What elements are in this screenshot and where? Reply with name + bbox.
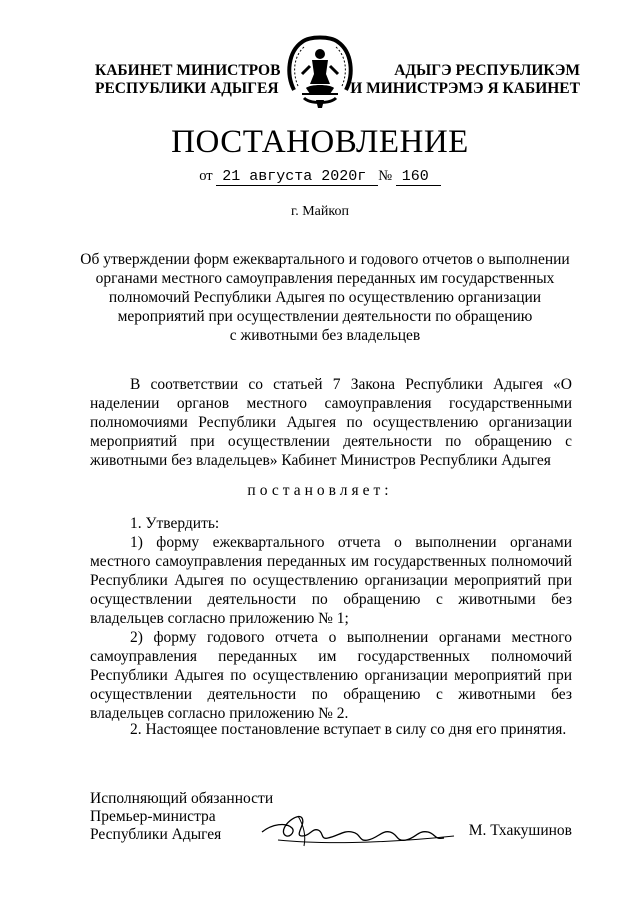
number-sign: № (378, 168, 393, 184)
signatory-name: М. Тхакушинов (468, 822, 572, 839)
item-1: 1. Утвердить: (130, 515, 220, 532)
header-right-line1: АДЫГЭ РЕСПУБЛИКЭМ (394, 62, 580, 79)
header-left-line1: КАБИНЕТ МИНИСТРОВ (95, 62, 281, 79)
handwritten-signature-icon (258, 806, 458, 850)
subject-line: мероприятий при осуществлении деятельности по обращению (117, 308, 533, 325)
document-number: 160 (396, 168, 441, 186)
city: г. Майкоп (291, 204, 349, 219)
subject-line: полномочий Республики Адыгея по осуществлению организации (108, 289, 542, 306)
header-left-line2: РЕСПУБЛИКИ АДЫГЕЯ (95, 80, 279, 97)
item-1-sub-2: 2) форму годового отчета о выполнении органами местного самоуправления переданных им государственных полномочий Республики Адыгея по осуществлению организации мероприятий при осуществлении деятельности по обращению с животными без владельцев согласно приложению № 2. (90, 629, 572, 722)
date-prefix: от (199, 168, 213, 184)
document-date: 21 августа 2020г (216, 168, 378, 186)
date-number-line (0, 168, 640, 186)
signatory-line1: Исполняющий обязанности (90, 790, 274, 807)
document-title: ПОСТАНОВЛЕНИЕ (171, 124, 469, 160)
subject-line: Об утверждении форм ежеквартального и годового отчетов о выполнении (80, 251, 570, 268)
header-right-line2: И МИНИСТРЭМЭ Я КАБИНЕТ (350, 80, 580, 97)
decree-items (90, 514, 572, 723)
document-subject (80, 250, 570, 345)
signatory-line2: Премьер-министра (90, 808, 216, 825)
signatory-position (90, 790, 273, 844)
subject-line: органами местного самоуправления переданных им государственных (95, 270, 555, 287)
signatory-line3: Республики Адыгея (90, 826, 222, 843)
subject-line: с животными без владельцев (229, 327, 421, 344)
item-1-sub-1: 1) форму ежеквартального отчета о выполнении органами местного самоуправления переданных им государственных полномочий Республики Адыгея по осуществлению организации мероприятий при осуществлении деятельности по обращению с животными без владельцев согласно приложению № 1; (90, 534, 572, 627)
coat-of-arms-icon (280, 34, 360, 110)
header-left (95, 62, 280, 98)
item-2: 2. Настоящее постановление вступает в силу со дня его принятия. (130, 721, 567, 738)
decree-word: постановляет: (247, 482, 393, 499)
header-right (350, 62, 580, 98)
intro-paragraph: В соответствии со статьей 7 Закона Республики Адыгея «О наделении органов местного самоуправления государственными полномочиями Республики Адыгея по осуществлению организации мероприятий при осуществлении деятельности по обращению с животными без владельцев» Кабинет Министров Республики Адыгея (90, 376, 572, 469)
